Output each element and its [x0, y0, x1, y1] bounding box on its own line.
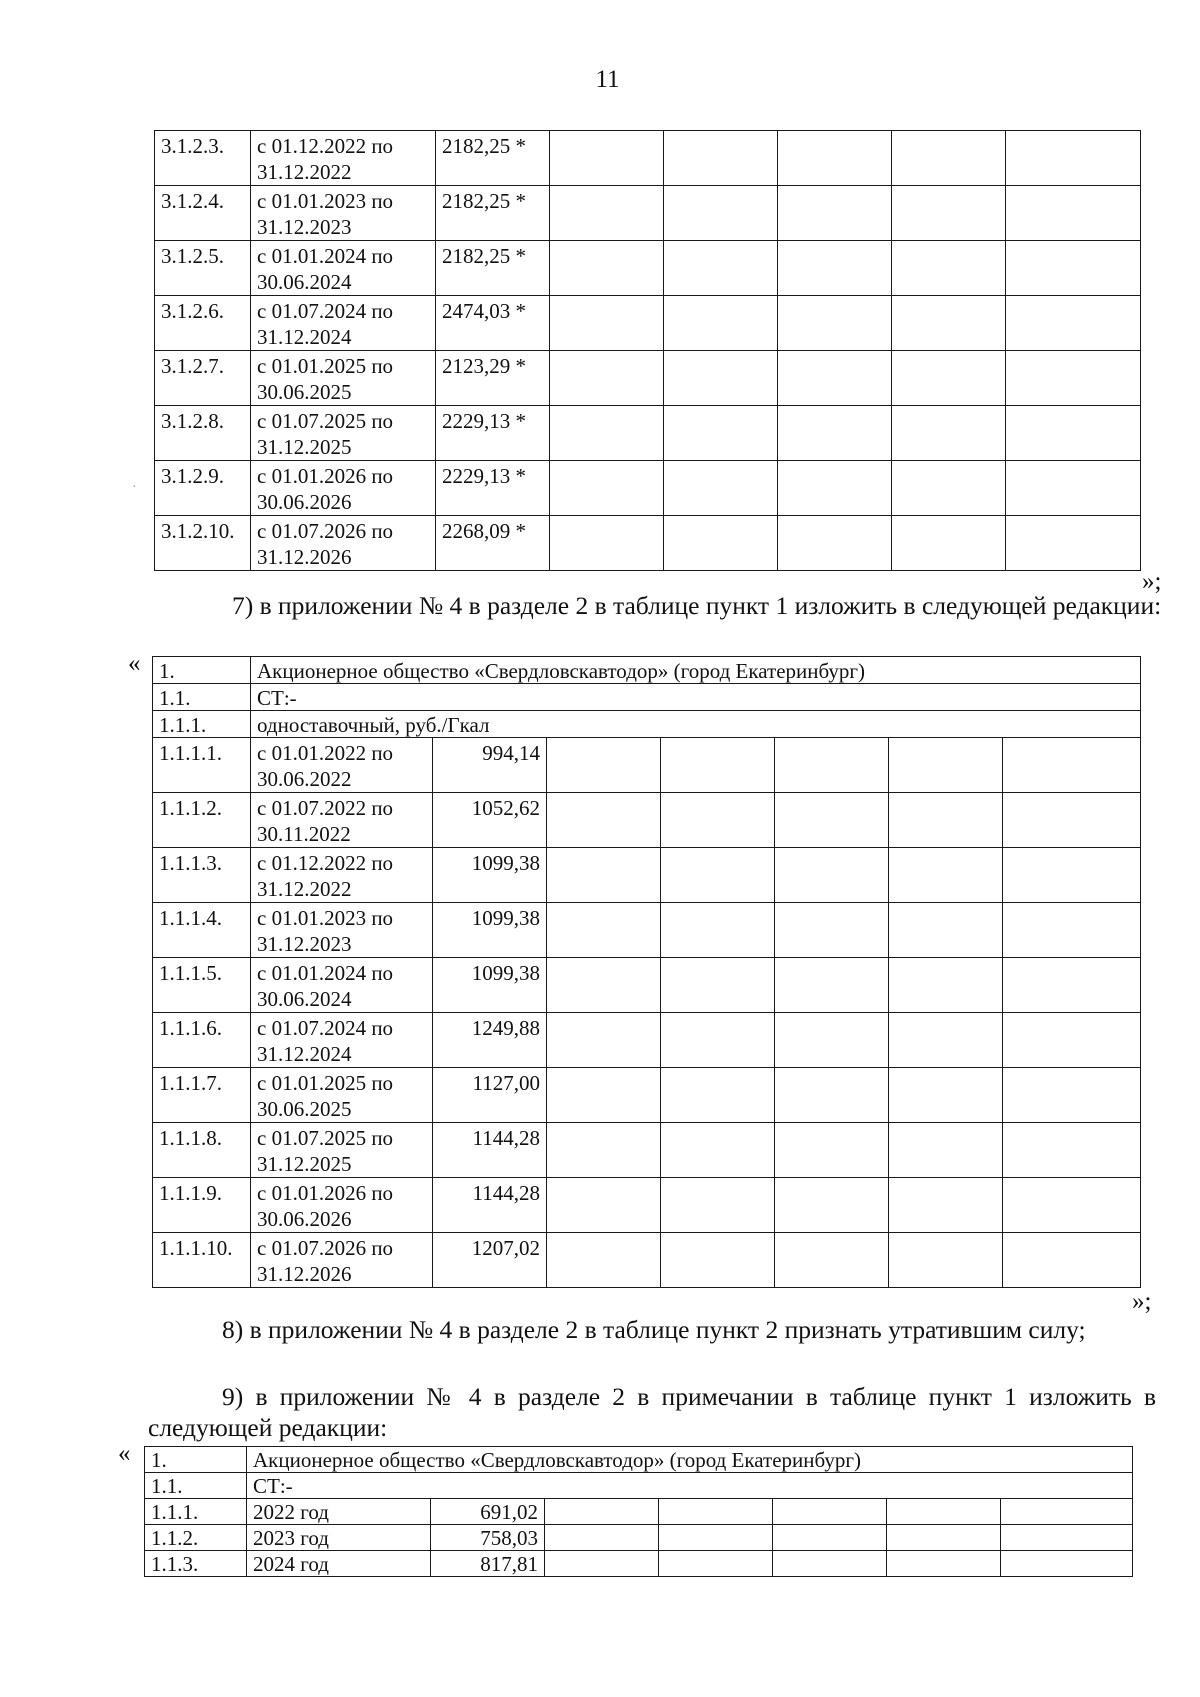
empty-cell — [664, 406, 778, 461]
tariff-value: 2182,25 * — [436, 241, 550, 296]
empty-cell — [547, 903, 661, 958]
empty-cell — [892, 351, 1006, 406]
empty-cell — [889, 1178, 1003, 1233]
row-number: 1.1. — [145, 1473, 247, 1499]
row-number: 1.1.1. — [153, 711, 251, 738]
tariff-value: 1099,38 — [433, 903, 547, 958]
row-number: 3.1.2.5. — [155, 241, 251, 296]
table1-closing-quote: »; — [1142, 568, 1162, 595]
empty-cell — [775, 903, 889, 958]
empty-cell — [659, 1525, 773, 1551]
empty-cell — [659, 1499, 773, 1525]
empty-cell — [547, 848, 661, 903]
tariff-value: 2123,29 * — [436, 351, 550, 406]
empty-cell — [1003, 1123, 1141, 1178]
empty-cell — [661, 1233, 775, 1288]
item-8-text: 8) в приложении № 4 в разделе 2 в таблице пункт 2 признать утратившим силу; — [222, 1315, 1086, 1344]
empty-cell — [550, 351, 664, 406]
tariff-value: 2182,25 * — [436, 186, 550, 241]
empty-cell — [547, 958, 661, 1013]
period-cell: с 01.12.2022 по 31.12.2022 — [251, 848, 433, 903]
empty-cell — [889, 1068, 1003, 1123]
empty-cell — [775, 1233, 889, 1288]
table-row — [153, 848, 1141, 903]
empty-cell — [1003, 793, 1141, 848]
tariff-value: 994,14 — [433, 738, 547, 793]
table-row — [153, 903, 1141, 958]
table-row — [155, 516, 1141, 571]
period-cell: с 01.01.2026 по 30.06.2026 — [251, 1178, 433, 1233]
empty-cell — [664, 516, 778, 571]
note-value: 758,03 — [431, 1525, 545, 1551]
empty-cell — [778, 241, 892, 296]
empty-cell — [1006, 131, 1141, 186]
row-number: 1. — [153, 657, 251, 684]
empty-cell — [892, 131, 1006, 186]
table3-opening-quote: « — [118, 1440, 131, 1467]
item-7-paragraph — [158, 590, 1166, 621]
table-header-row — [153, 684, 1141, 711]
empty-cell — [778, 296, 892, 351]
table-row — [155, 186, 1141, 241]
tariff-table-point-1 — [152, 656, 1141, 1288]
empty-cell — [661, 903, 775, 958]
empty-cell — [775, 1123, 889, 1178]
empty-cell — [889, 738, 1003, 793]
empty-cell — [661, 793, 775, 848]
empty-cell — [661, 848, 775, 903]
empty-cell — [661, 738, 775, 793]
period-cell: с 01.07.2025 по 31.12.2025 — [251, 1123, 433, 1178]
empty-cell — [664, 186, 778, 241]
note-table-point-1 — [144, 1446, 1133, 1577]
row-number: 1.1.1.10. — [153, 1233, 251, 1288]
empty-cell — [550, 406, 664, 461]
empty-cell — [775, 793, 889, 848]
empty-cell — [889, 1233, 1003, 1288]
empty-cell — [661, 1068, 775, 1123]
period-cell: с 01.07.2026 по 31.12.2026 — [251, 1233, 433, 1288]
tariff-value: 2268,09 * — [436, 516, 550, 571]
empty-cell — [547, 1178, 661, 1233]
table-row — [153, 1013, 1141, 1068]
row-number: 1.1.1.5. — [153, 958, 251, 1013]
empty-cell — [778, 131, 892, 186]
empty-cell — [892, 461, 1006, 516]
table-row — [155, 351, 1141, 406]
tariff-value: 1207,02 — [433, 1233, 547, 1288]
empty-cell — [1006, 296, 1141, 351]
period-cell: с 01.01.2024 по 30.06.2024 — [251, 241, 436, 296]
empty-cell — [889, 958, 1003, 1013]
note-table-body — [145, 1447, 1133, 1577]
empty-cell — [778, 516, 892, 571]
row-number: 3.1.2.3. — [155, 131, 251, 186]
table-row — [153, 793, 1141, 848]
empty-cell — [550, 131, 664, 186]
empty-cell — [778, 351, 892, 406]
table-header-row — [145, 1473, 1133, 1499]
item-8-paragraph — [148, 1314, 1156, 1345]
item-9-paragraph — [148, 1381, 1156, 1443]
empty-cell — [664, 131, 778, 186]
table-row — [153, 1178, 1141, 1233]
empty-cell — [773, 1525, 887, 1551]
tariff-value: 2474,03 * — [436, 296, 550, 351]
table-header-row — [145, 1447, 1133, 1473]
row-number: 1.1.1.6. — [153, 1013, 251, 1068]
scan-speck: · — [132, 480, 137, 495]
empty-cell — [1003, 1178, 1141, 1233]
table-header-row — [153, 657, 1141, 684]
empty-cell — [1001, 1499, 1133, 1525]
empty-cell — [1003, 1013, 1141, 1068]
empty-cell — [1003, 958, 1141, 1013]
tariff-value: 2182,25 * — [436, 131, 550, 186]
empty-cell — [889, 903, 1003, 958]
page-number: 11 — [595, 66, 620, 93]
year-cell: 2023 год — [247, 1525, 431, 1551]
row-number: 3.1.2.8. — [155, 406, 251, 461]
tariff-value: 1144,28 — [433, 1123, 547, 1178]
table2-closing-quote: »; — [1132, 1288, 1152, 1315]
table-row — [155, 296, 1141, 351]
empty-cell — [775, 1178, 889, 1233]
empty-cell — [1003, 848, 1141, 903]
table-header-row — [153, 711, 1141, 738]
row-number: 1.1.1.2. — [153, 793, 251, 848]
table-row — [155, 406, 1141, 461]
empty-cell — [892, 296, 1006, 351]
tariff-value: 1127,00 — [433, 1068, 547, 1123]
row-number: 3.1.2.6. — [155, 296, 251, 351]
table-row — [153, 1123, 1141, 1178]
tariff-value: 2229,13 * — [436, 461, 550, 516]
table-row — [153, 958, 1141, 1013]
table-row — [155, 131, 1141, 186]
empty-cell — [778, 461, 892, 516]
empty-cell — [550, 516, 664, 571]
empty-cell — [545, 1525, 659, 1551]
empty-cell — [775, 1068, 889, 1123]
empty-cell — [547, 1068, 661, 1123]
row-number: 1.1.3. — [145, 1551, 247, 1577]
table-row — [145, 1551, 1133, 1577]
period-cell: с 01.01.2024 по 30.06.2024 — [251, 958, 433, 1013]
empty-cell — [887, 1499, 1001, 1525]
header-text: СТ:- — [247, 1473, 1133, 1499]
empty-cell — [1006, 406, 1141, 461]
period-cell: с 01.01.2025 по 30.06.2025 — [251, 1068, 433, 1123]
table-row — [153, 738, 1141, 793]
empty-cell — [889, 1013, 1003, 1068]
empty-cell — [661, 1178, 775, 1233]
empty-cell — [550, 241, 664, 296]
row-number: 1. — [145, 1447, 247, 1473]
period-cell: с 01.01.2025 по 30.06.2025 — [251, 351, 436, 406]
empty-cell — [664, 241, 778, 296]
row-number: 1.1. — [153, 684, 251, 711]
header-text: одноставочный, руб./Гкал — [251, 711, 1141, 738]
period-cell: с 01.01.2023 по 31.12.2023 — [251, 903, 433, 958]
empty-cell — [1001, 1525, 1133, 1551]
empty-cell — [547, 1123, 661, 1178]
empty-cell — [547, 1233, 661, 1288]
empty-cell — [1001, 1551, 1133, 1577]
empty-cell — [545, 1551, 659, 1577]
year-cell: 2024 год — [247, 1551, 431, 1577]
table-row — [155, 461, 1141, 516]
empty-cell — [1003, 1068, 1141, 1123]
tariff-value: 2229,13 * — [436, 406, 550, 461]
period-cell: с 01.07.2024 по 31.12.2024 — [251, 1013, 433, 1068]
row-number: 1.1.1.8. — [153, 1123, 251, 1178]
table-row — [145, 1525, 1133, 1551]
period-cell: с 01.01.2026 по 30.06.2026 — [251, 461, 436, 516]
empty-cell — [892, 186, 1006, 241]
empty-cell — [1006, 186, 1141, 241]
empty-cell — [664, 296, 778, 351]
row-number: 1.1.1. — [145, 1499, 247, 1525]
empty-cell — [550, 461, 664, 516]
tariff-table-point-1-body — [153, 657, 1141, 1288]
empty-cell — [892, 406, 1006, 461]
empty-cell — [550, 296, 664, 351]
empty-cell — [892, 241, 1006, 296]
empty-cell — [547, 738, 661, 793]
row-number: 1.1.1.9. — [153, 1178, 251, 1233]
empty-cell — [778, 406, 892, 461]
row-number: 3.1.2.7. — [155, 351, 251, 406]
tariff-value: 1099,38 — [433, 958, 547, 1013]
tariff-value: 1249,88 — [433, 1013, 547, 1068]
empty-cell — [659, 1551, 773, 1577]
empty-cell — [664, 351, 778, 406]
period-cell: с 01.07.2026 по 31.12.2026 — [251, 516, 436, 571]
period-cell: с 01.07.2024 по 31.12.2024 — [251, 296, 436, 351]
empty-cell — [1006, 241, 1141, 296]
empty-cell — [889, 793, 1003, 848]
row-number: 1.1.1.1. — [153, 738, 251, 793]
empty-cell — [547, 1013, 661, 1068]
table-row — [155, 241, 1141, 296]
empty-cell — [892, 516, 1006, 571]
header-text: Акционерное общество «Свердловскавтодор» (город Екатеринбург) — [251, 657, 1141, 684]
empty-cell — [773, 1551, 887, 1577]
tariff-value: 1144,28 — [433, 1178, 547, 1233]
empty-cell — [1006, 516, 1141, 571]
table-row — [153, 1068, 1141, 1123]
row-number: 3.1.2.4. — [155, 186, 251, 241]
empty-cell — [887, 1551, 1001, 1577]
header-text: СТ:- — [251, 684, 1141, 711]
row-number: 3.1.2.10. — [155, 516, 251, 571]
empty-cell — [889, 848, 1003, 903]
empty-cell — [661, 1013, 775, 1068]
empty-cell — [889, 1123, 1003, 1178]
item-9-text: 9) в приложении № 4 в разделе 2 в примечании в таблице пункт 1 изложить в следующей редакции: — [148, 1382, 1156, 1442]
table-row — [153, 1233, 1141, 1288]
empty-cell — [887, 1525, 1001, 1551]
tariff-value: 1052,62 — [433, 793, 547, 848]
tariff-table-continuation — [154, 130, 1141, 571]
empty-cell — [664, 461, 778, 516]
empty-cell — [778, 186, 892, 241]
period-cell: с 01.12.2022 по 31.12.2022 — [251, 131, 436, 186]
year-cell: 2022 год — [247, 1499, 431, 1525]
tariff-value: 1099,38 — [433, 848, 547, 903]
table-row — [145, 1499, 1133, 1525]
row-number: 3.1.2.9. — [155, 461, 251, 516]
note-value: 691,02 — [431, 1499, 545, 1525]
note-value: 817,81 — [431, 1551, 545, 1577]
header-text: Акционерное общество «Свердловскавтодор» (город Екатеринбург) — [247, 1447, 1133, 1473]
empty-cell — [545, 1499, 659, 1525]
empty-cell — [775, 1013, 889, 1068]
period-cell: с 01.07.2022 по 30.11.2022 — [251, 793, 433, 848]
item-7-text: 7) в приложении № 4 в разделе 2 в таблице пункт 1 изложить в следующей редакции: — [232, 591, 1162, 620]
row-number: 1.1.1.3. — [153, 848, 251, 903]
empty-cell — [547, 793, 661, 848]
period-cell: с 01.01.2022 по 30.06.2022 — [251, 738, 433, 793]
tariff-table-body — [155, 131, 1141, 571]
empty-cell — [1003, 903, 1141, 958]
empty-cell — [1006, 461, 1141, 516]
empty-cell — [775, 738, 889, 793]
row-number: 1.1.1.4. — [153, 903, 251, 958]
empty-cell — [775, 848, 889, 903]
period-cell: с 01.01.2023 по 31.12.2023 — [251, 186, 436, 241]
row-number: 1.1.1.7. — [153, 1068, 251, 1123]
row-number: 1.1.2. — [145, 1525, 247, 1551]
period-cell: с 01.07.2025 по 31.12.2025 — [251, 406, 436, 461]
empty-cell — [550, 186, 664, 241]
empty-cell — [661, 1123, 775, 1178]
empty-cell — [775, 958, 889, 1013]
empty-cell — [1003, 738, 1141, 793]
table2-opening-quote: « — [128, 650, 141, 677]
empty-cell — [1003, 1233, 1141, 1288]
empty-cell — [661, 958, 775, 1013]
empty-cell — [773, 1499, 887, 1525]
empty-cell — [1006, 351, 1141, 406]
